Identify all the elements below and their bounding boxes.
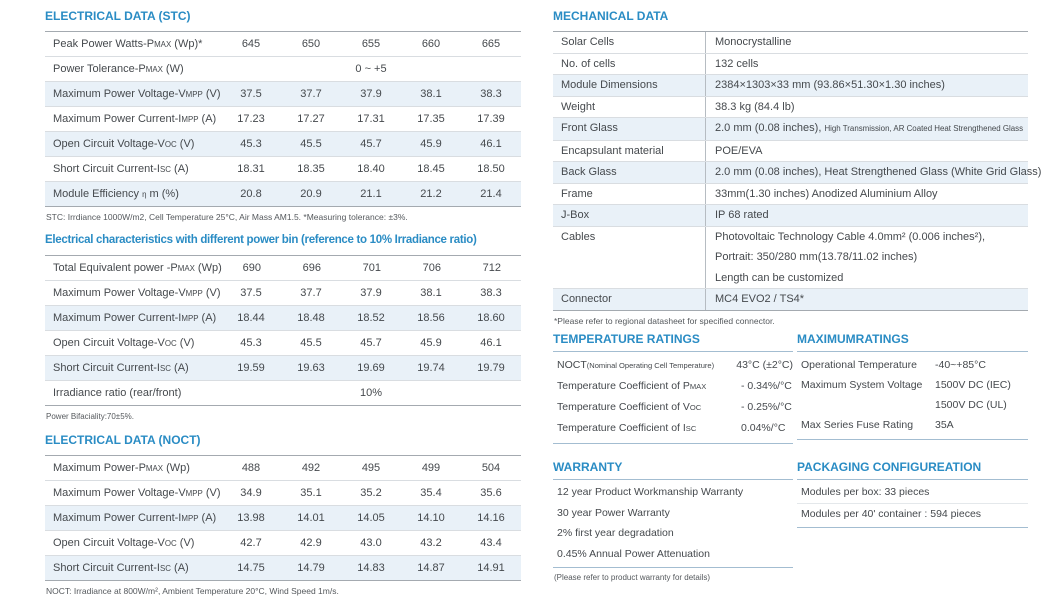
packaging-title: PACKAGING CONFIGUREATION — [797, 460, 982, 474]
small-text: (Nominal Operating Cell Temperature) — [586, 361, 715, 370]
row-label: Frame — [561, 187, 593, 200]
cell-value: 45.5 — [300, 138, 322, 150]
cell-value: 21.1 — [360, 188, 382, 200]
cell-value: 17.23 — [237, 113, 265, 125]
kv-row — [553, 74, 1028, 96]
kv-row — [553, 226, 1028, 289]
cell-value: 492 — [301, 462, 321, 474]
row-label: Encapsulant material — [561, 144, 664, 157]
spec-row — [45, 256, 521, 280]
row-label: Short Circuit Current-ISC (A) — [53, 362, 189, 374]
pair-value — [935, 355, 1028, 375]
cell-value: 14.01 — [297, 512, 325, 524]
list-item: 12 year Product Workmanship Warranty — [557, 486, 744, 498]
small-text: MPP — [185, 489, 203, 498]
cell-value: 13.98 — [237, 512, 265, 524]
right-column — [553, 0, 1042, 582]
cell-value: 712 — [482, 262, 501, 274]
pair-label: Operational Temperature — [801, 359, 917, 371]
cell-value: 43.2 — [420, 537, 442, 549]
row-label: Module Dimensions — [561, 79, 658, 91]
cell-value: 495 — [361, 462, 381, 474]
small-text: MAX — [689, 382, 707, 391]
cell-value: 18.40 — [357, 163, 385, 175]
maximum-list — [797, 351, 1028, 440]
stc-title: ELECTRICAL DATA (STC) — [45, 9, 191, 23]
cell-value: 45.9 — [420, 138, 442, 150]
cell-value: 665 — [481, 38, 501, 50]
row-value: 2.0 mm (0.08 inches), High Transmission, AR Coated Heat Strengthened Glass — [705, 118, 1028, 140]
temperature-title: TEMPERATURE RATINGS — [553, 332, 700, 346]
cell-value: 504 — [481, 462, 501, 474]
row-label: Irradiance ratio (rear/front) — [53, 387, 182, 399]
cell-value: 14.10 — [417, 512, 445, 524]
row-value: 2384×1303×33 mm (93.86×51.30×1.30 inches) — [705, 75, 1028, 96]
pair-row — [553, 397, 793, 418]
list-item: Modules per 40' container : 594 pieces — [797, 503, 1028, 525]
row-label: Maximum Power Voltage-VMPP (V) — [53, 487, 221, 499]
cell-value: 14.75 — [237, 562, 265, 574]
spec-row — [45, 280, 521, 305]
cell-value: 690 — [242, 262, 261, 274]
pair-label: Temperature Coefficient of ISC — [557, 422, 697, 434]
cell-value: 20.8 — [240, 188, 262, 200]
spec-row — [45, 480, 521, 505]
cell-value: 14.05 — [357, 512, 385, 524]
cell-value: 18.60 — [477, 312, 505, 324]
value-line: 0.04%/°C — [741, 422, 786, 434]
small-text: SC — [159, 364, 171, 373]
left-column — [45, 0, 521, 597]
small-text: MPP — [181, 314, 199, 323]
row-value: Monocrystalline — [705, 32, 1028, 53]
cell-value: 660 — [421, 38, 441, 50]
kv-row — [553, 183, 1028, 205]
cell-value: 45.5 — [300, 337, 322, 349]
cell-value: 17.35 — [417, 113, 445, 125]
cell-value: 19.74 — [417, 362, 445, 374]
maximum-ratings-block — [797, 332, 1028, 440]
cell-value: 18.45 — [417, 163, 445, 175]
powerbin-table — [45, 255, 521, 406]
pair-value — [741, 418, 793, 438]
spec-row — [45, 156, 521, 181]
cell-value: 706 — [422, 262, 441, 274]
row-value — [705, 227, 1028, 289]
warranty-footnote: (Please refer to product warranty for details) — [554, 573, 711, 582]
cell-value: 19.63 — [297, 362, 325, 374]
cell-value: 35.1 — [300, 487, 322, 499]
row-label: Open Circuit Voltage-VOC (V) — [53, 537, 195, 549]
list-item: 0.45% Annual Power Attenuation — [557, 547, 710, 560]
pair-label: Max Series Fuse Rating — [801, 419, 914, 431]
cell-value: 655 — [361, 38, 381, 50]
noct-footnote: NOCT: Irradiance at 800W/m², Ambient Temperature 20°C, Wind Speed 1m/s. — [46, 586, 339, 596]
row-label: Maximum Power Voltage-VMPP (V) — [53, 88, 221, 100]
temperature-ratings-block — [553, 332, 793, 444]
cell-value: 17.31 — [357, 113, 385, 125]
noct-title: ELECTRICAL DATA (NOCT) — [45, 433, 201, 447]
cell-value: 37.9 — [360, 88, 382, 100]
small-text: MPP — [185, 90, 203, 99]
row-value: 2.0 mm (0.08 inches), Heat Strengthened Glass (White Grid Glass) — [705, 162, 1041, 183]
small-text: MAX — [177, 264, 195, 273]
row-label: Open Circuit Voltage-VOC (V) — [53, 337, 195, 349]
cell-value: 42.9 — [300, 537, 322, 549]
row-value: IP 68 rated — [705, 205, 1028, 226]
row-label: Solar Cells — [561, 36, 615, 48]
spec-row — [45, 56, 521, 81]
pair-row — [553, 418, 793, 439]
cell-value: 45.3 — [240, 337, 262, 349]
row-label: Peak Power Watts-PMAX (Wp)* — [53, 38, 203, 50]
row-label: Front Glass — [561, 122, 618, 134]
cell-value: 650 — [301, 38, 321, 50]
spec-row — [45, 355, 521, 380]
merged-value: 10% — [359, 387, 383, 399]
row-label: Power Tolerance-PMAX (W) — [53, 63, 184, 75]
stc-footnote: STC: Irrdiance 1000W/m2, Cell Temperature 25°C, Air Mass AM1.5. *Measuring tolerance: ±3%. — [46, 212, 408, 222]
cell-value: 19.79 — [477, 362, 505, 374]
cell-value: 18.48 — [297, 312, 325, 324]
cell-value: 35.6 — [480, 487, 502, 499]
cell-value: 45.7 — [360, 138, 382, 150]
list-item: Modules per box: 33 pieces — [801, 486, 930, 498]
cell-value: 17.39 — [477, 113, 505, 125]
row-label: Weight — [561, 100, 596, 113]
row-value: MC4 EVO2 / TS4* — [705, 289, 1028, 310]
pair-row — [797, 375, 1028, 415]
cell-value: 35.2 — [360, 487, 382, 499]
small-text: MAX — [145, 65, 163, 74]
cell-value: 38.3 — [480, 287, 502, 299]
cell-value: 17.27 — [297, 113, 325, 125]
cell-value: 37.5 — [240, 287, 262, 299]
cell-value: 14.87 — [417, 562, 445, 574]
cell-value: 43.0 — [360, 537, 382, 549]
small-text: OC — [689, 403, 702, 412]
cell-value: 18.52 — [357, 312, 385, 324]
mechanical-table — [553, 31, 1042, 311]
cell-value: 38.3 — [480, 88, 502, 100]
cell-value: 18.56 — [417, 312, 445, 324]
kv-row — [553, 96, 1028, 118]
spec-row — [45, 305, 521, 330]
cell-value: 37.5 — [240, 88, 262, 100]
merged-value: 0 ~ +5 — [355, 63, 387, 75]
value-line: - 0.34%/°C — [741, 380, 792, 392]
cell-value: 43.4 — [480, 537, 502, 549]
spec-row — [45, 505, 521, 530]
pair-value — [935, 415, 1028, 435]
pair-row — [553, 355, 793, 376]
pair-row — [797, 355, 1028, 375]
value-line: - 0.25%/°C — [741, 401, 792, 413]
small-text: SC — [159, 165, 171, 174]
cell-value: 38.1 — [420, 287, 442, 299]
row-label: Back Glass — [561, 166, 617, 178]
mechanical-footnote: *Please refer to regional datasheet for specified connector. — [554, 315, 775, 326]
cell-value: 18.31 — [237, 163, 265, 175]
row-value: 38.3 kg (84.4 lb) — [705, 97, 1028, 118]
kv-row — [553, 204, 1028, 226]
cell-value: 35.4 — [420, 487, 442, 499]
small-text: OC — [164, 339, 177, 348]
small-text: MPP — [185, 289, 203, 298]
spec-row — [45, 106, 521, 131]
temperature-list — [553, 351, 793, 444]
cell-value: 34.9 — [240, 487, 262, 499]
value-line: Photovoltaic Technology Cable 4.0mm² (0.006 inches²), — [715, 230, 986, 243]
cell-value: 14.16 — [477, 512, 505, 524]
row-label: Maximum Power Current-IMPP (A) — [53, 512, 217, 524]
maximum-title: MAXIMUMRATINGS — [797, 332, 909, 346]
noct-table — [45, 455, 521, 581]
row-label: Cables — [561, 230, 596, 243]
row-value: POE/EVA — [705, 141, 1028, 162]
kv-row — [553, 32, 1028, 53]
packaging-block — [797, 460, 1028, 528]
warranty-block — [553, 460, 793, 582]
pair-value — [736, 355, 793, 375]
kv-row — [553, 117, 1028, 140]
cell-value: 645 — [241, 38, 261, 50]
row-label: Module Efficiency η m (%) — [53, 188, 179, 200]
value-line: 1500V DC (UL) — [935, 399, 1007, 411]
small-text: MAX — [154, 40, 172, 49]
cell-value: 18.44 — [237, 312, 265, 324]
cell-value: 21.2 — [420, 188, 442, 200]
small-text: MPP — [181, 514, 199, 523]
cell-value: 46.1 — [480, 138, 502, 150]
list-item: 30 year Power Warranty — [557, 506, 670, 519]
powerbin-title: Electrical characteristics with different power bin (reference to 10% Irradiance ratio) — [45, 234, 477, 246]
pair-label: Temperature Coefficient of PMAX — [557, 380, 707, 392]
kv-row — [553, 161, 1042, 183]
kv-row — [553, 140, 1028, 162]
list-item: 2% first year degradation — [557, 527, 674, 539]
row-label: Maximum Power Voltage-VMPP (V) — [53, 287, 221, 299]
row-label: Connector — [561, 293, 612, 305]
cell-value: 499 — [421, 462, 441, 474]
row-label: Short Circuit Current-ISC (A) — [53, 163, 189, 175]
small-text: OC — [164, 539, 177, 548]
pair-value — [741, 397, 793, 417]
cell-value: 14.83 — [357, 562, 385, 574]
stc-table — [45, 31, 521, 207]
row-label: Maximum Power Current-IMPP (A) — [53, 312, 217, 324]
spec-row — [45, 380, 521, 405]
cell-value: 37.7 — [300, 88, 322, 100]
powerbin-footnote: Power Bifaciality:70±5%. — [46, 412, 134, 421]
cell-value: 19.69 — [357, 362, 385, 374]
warranty-list — [553, 479, 793, 568]
pair-row — [797, 415, 1028, 435]
row-label: No. of cells — [561, 57, 616, 70]
cell-value: 19.59 — [237, 362, 265, 374]
cell-value: 37.9 — [360, 287, 382, 299]
value-line: -40~+85°C — [935, 359, 986, 371]
spec-row — [45, 555, 521, 580]
pair-label: Temperature Coefficient of VOC — [557, 401, 702, 413]
row-label: Maximum Power-PMAX (Wp) — [53, 462, 190, 474]
cell-value: 696 — [302, 262, 321, 274]
cell-value: 45.9 — [420, 337, 442, 349]
cell-value: 21.4 — [480, 188, 502, 200]
cell-value: 701 — [362, 262, 381, 274]
cell-value: 37.7 — [300, 287, 322, 299]
pair-value — [935, 375, 1028, 415]
small-text: SC — [685, 424, 697, 433]
cell-value: 45.3 — [240, 138, 262, 150]
kv-row — [553, 288, 1028, 310]
value-line: 35A — [935, 419, 954, 431]
row-label: Total Equivalent power -PMAX (Wp) — [53, 262, 222, 274]
cell-value: 488 — [241, 462, 261, 474]
pair-label: Maximum System Voltage — [801, 379, 923, 391]
small-text: SC — [159, 564, 171, 573]
warranty-title: WARRANTY — [553, 460, 623, 474]
spec-row — [45, 32, 521, 56]
small-text: OC — [164, 140, 177, 149]
small-text: η — [142, 190, 147, 199]
spec-row — [45, 181, 521, 206]
cell-value: 20.9 — [300, 188, 322, 200]
value-line: Portrait: 350/280 mm(13.78/11.02 inches) — [715, 251, 918, 263]
spec-row — [45, 456, 521, 480]
row-label: Short Circuit Current-ISC (A) — [53, 562, 189, 574]
pair-row — [553, 376, 793, 397]
cell-value: 42.7 — [240, 537, 262, 549]
row-label: J-Box — [561, 209, 590, 221]
row-label: Maximum Power Current-IMPP (A) — [53, 113, 217, 125]
kv-row — [553, 53, 1028, 75]
spec-row — [45, 330, 521, 355]
cell-value: 18.35 — [297, 163, 325, 175]
small-text: High Transmission, AR Coated Heat Strengthened Glass — [824, 124, 1024, 133]
small-text: MPP — [181, 115, 199, 124]
spec-row — [45, 530, 521, 555]
packaging-list — [797, 479, 1028, 528]
cell-value: 18.50 — [477, 163, 505, 175]
pair-value — [741, 376, 793, 396]
row-label: Open Circuit Voltage-VOC (V) — [53, 138, 195, 150]
row-value: 33mm(1.30 inches) Anodized Aluminium Alloy — [705, 184, 1028, 205]
cell-value: 14.79 — [297, 562, 325, 574]
cell-value: 14.91 — [477, 562, 505, 574]
cell-value: 46.1 — [480, 337, 502, 349]
cell-value: 38.1 — [420, 88, 442, 100]
cell-value: 45.7 — [360, 337, 382, 349]
spec-row — [45, 131, 521, 156]
value-line: 43°C (±2°C) — [736, 359, 793, 371]
pair-label: NOCT(Nominal Operating Cell Temperature) — [557, 359, 715, 371]
small-text: MAX — [145, 464, 164, 473]
mechanical-title: MECHANICAL DATA — [553, 9, 669, 23]
value-line: Length can be customized — [715, 271, 844, 284]
value-line: 1500V DC (IEC) — [935, 379, 1011, 391]
row-value: 132 cells — [705, 54, 1028, 75]
spec-row — [45, 81, 521, 106]
